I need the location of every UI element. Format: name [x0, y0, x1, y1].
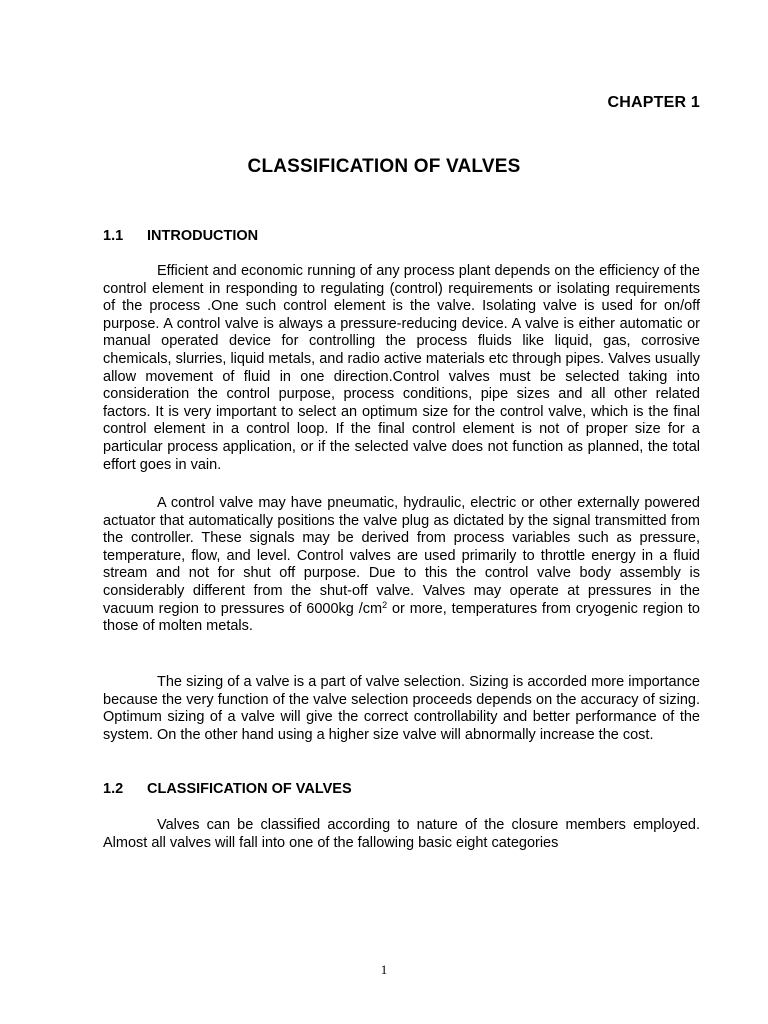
- intro-paragraph-1: Efficient and economic running of any process plant depends on the efficiency of the control element in responding to regulating (control) requirements or isolating requirements of the process .One such control element is the valve. Isolating valve is used for on/off purpose. A control valve is always a pressure-reducing device. A valve is either automatic or manual operated device for controlling the process fluids like liquid, gas, corrosive chemicals, slurries, liquid metals, and radio active materials etc through pipes. Valves usually allow movement of fluid in one direction.Control valves must be selected taking into consideration the control purpose, process conditions, pipe sizes and all other related factors. It is very important to select an optimum size for the control valve, which is the final control element in a control loop. If the final control element is not of proper size for a particular process application, or if the selected valve does not function as planned, the total effort goes in vain.: [103, 263, 700, 473]
- section-heading-classification: [103, 781, 352, 797]
- superscript: 2: [382, 599, 388, 610]
- paragraph-text: or more, temperatures from cryogenic region to those of molten metals.: [103, 600, 700, 635]
- document-title: CLASSIFICATION OF VALVES: [247, 156, 521, 177]
- section-heading-introduction: [103, 228, 258, 244]
- chapter-label: CHAPTER 1: [607, 94, 700, 111]
- section-title: CLASSIFICATION OF VALVES: [147, 781, 352, 797]
- paragraph-text: A control valve may have pneumatic, hydraulic, electric or other externally powered actuator that automatically positions the valve plug as dictated by the signal transmitted from the controller. These signals may be derived from process variables such as pressure, temperature, flow, and level. Control valves are used primarily to throttle energy in a fluid stream and not for shut off purpose. Due to this the control valve body assembly is considerably different from the shut-off valve. Valves may operate at pressures in the vacuum region to pressures of 6000kg /cm: [103, 495, 700, 617]
- classification-paragraph-1: Valves can be classified according to nature of the closure members employed. Almost all valves will fall into one of the fallowing basic eight categories: [103, 817, 700, 851]
- section-title: INTRODUCTION: [147, 228, 259, 244]
- section-number: 1.1: [103, 228, 124, 244]
- intro-paragraph-3: The sizing of a valve is a part of valve selection. Sizing is accorded more importance because the very function of the valve selection proceeds depends on the accuracy of sizing. Optimum sizing of a valve will give the correct controllability and better performance of the system. On the other hand using a higher size valve will abnormally increase the cost.: [103, 674, 700, 743]
- intro-paragraph-2: [103, 495, 700, 636]
- page-number: 1: [380, 962, 388, 977]
- section-number: 1.2: [103, 781, 124, 797]
